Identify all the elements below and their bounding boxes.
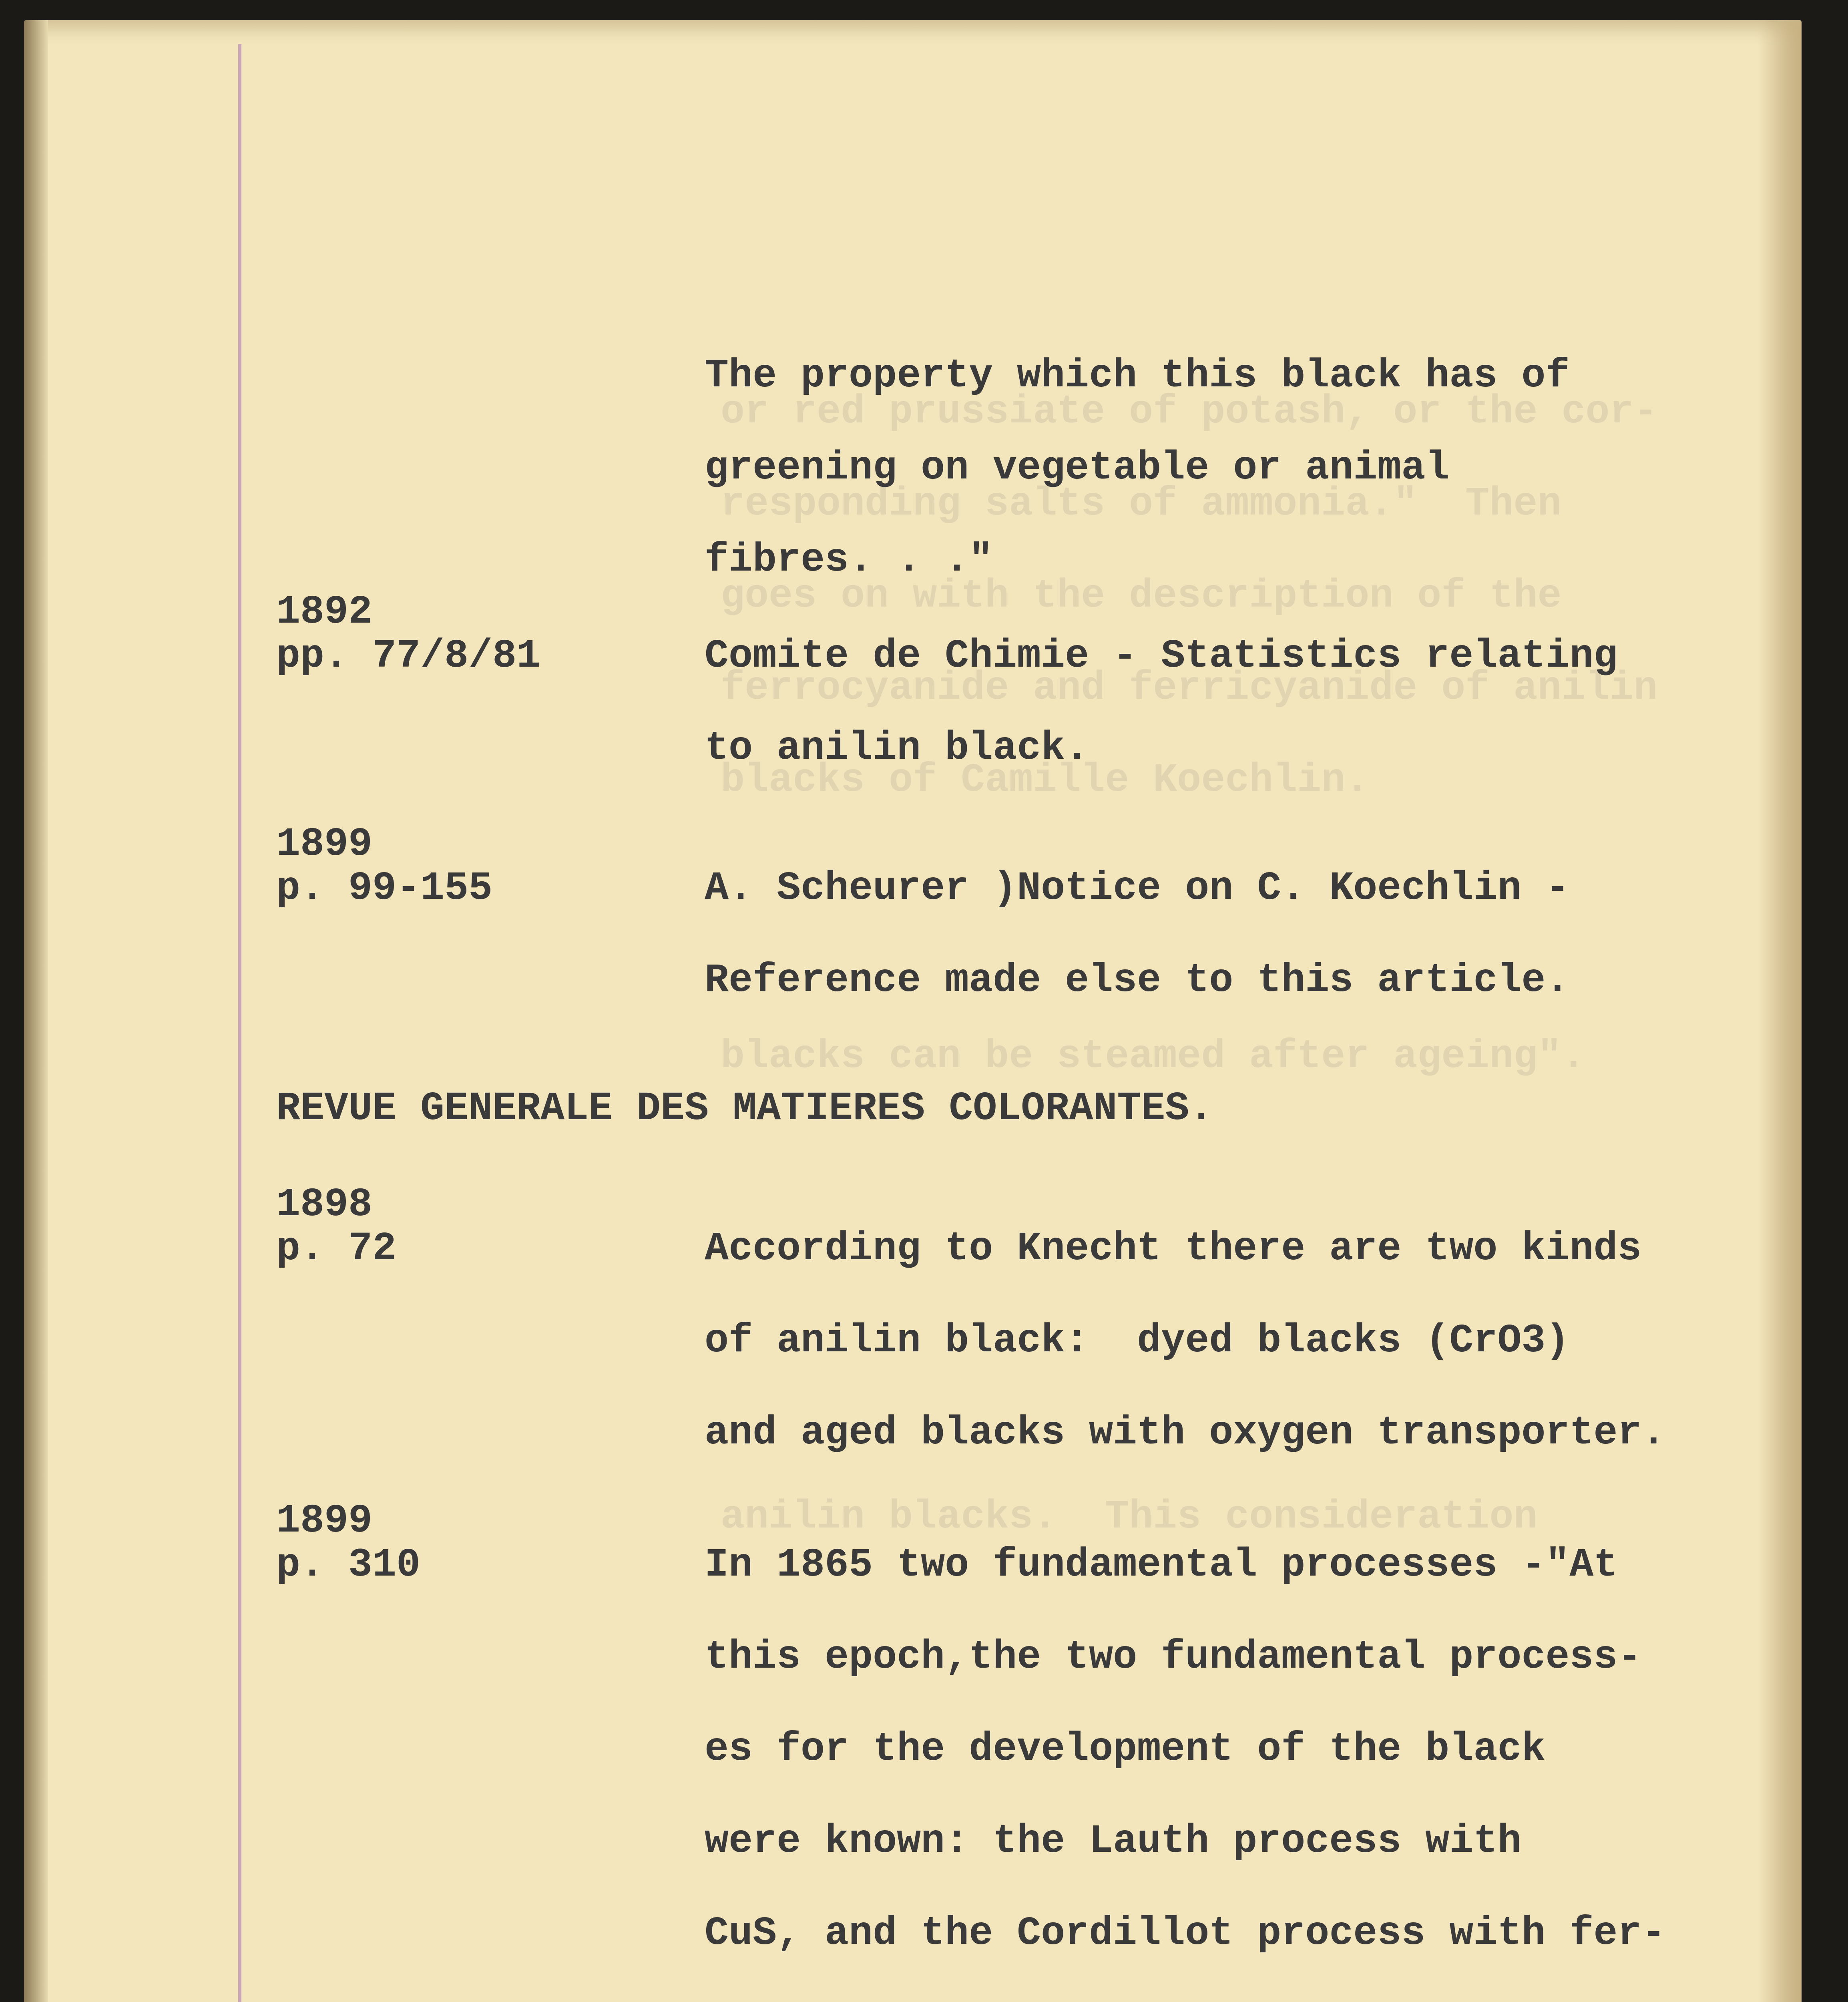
entry-reference: p. 72 bbox=[276, 1226, 397, 1272]
entry-reference: 1898 bbox=[276, 1182, 373, 1228]
entry-reference: 1899 bbox=[276, 1499, 373, 1544]
bleed-through-text: anilin blacks. This consideration bbox=[721, 1495, 1538, 1540]
entry-reference: p. 310 bbox=[276, 1543, 421, 1588]
entry-text-line: es for the development of the black bbox=[705, 1727, 1546, 1772]
bleed-through-text: responding salts of ammonia." Then bbox=[721, 482, 1562, 527]
entry-text-line: Comite de Chimie - Statistics relating bbox=[705, 634, 1618, 679]
entry-text-line: In 1865 two fundamental processes -"At bbox=[705, 1543, 1618, 1588]
entry-text-line: Reference made else to this article. bbox=[705, 958, 1570, 1003]
binding-shadow bbox=[24, 20, 48, 2002]
bleed-through-text: goes on with the description of the bbox=[721, 574, 1562, 619]
entry-text-line: were known: the Lauth process with bbox=[705, 1819, 1522, 1864]
entry-reference: pp. 77/8/81 bbox=[276, 634, 541, 679]
bleed-through-text: blacks can be steamed after ageing". bbox=[721, 1034, 1586, 1079]
bleed-through-text: ferrocyanide and ferricyanide of anilin bbox=[721, 666, 1658, 711]
page-edge-shadow bbox=[1758, 20, 1802, 2002]
entry-text-line: CuS, and the Cordillot process with fer- bbox=[705, 1911, 1666, 1956]
bleed-through-text: blacks of Camille Koechlin. bbox=[721, 758, 1370, 803]
entry-text-line: fibres. . ." bbox=[705, 538, 993, 583]
entry-reference: 1892 bbox=[276, 590, 373, 635]
entry-reference: p. 99-155 bbox=[276, 866, 493, 911]
section-heading: REVUE GENERALE DES MATIERES COLORANTES. bbox=[276, 1086, 1213, 1132]
entry-text-line: According to Knecht there are two kinds bbox=[705, 1226, 1642, 1272]
margin-rule bbox=[238, 44, 241, 2002]
entry-text-line: The property which this black has of bbox=[705, 354, 1570, 399]
entry-text-line: greening on vegetable or animal bbox=[705, 446, 1450, 491]
entry-reference: 1899 bbox=[276, 822, 373, 867]
entry-text-line: A. Scheurer )Notice on C. Koechlin - bbox=[705, 866, 1570, 911]
entry-text-line: this epoch,the two fundamental process- bbox=[705, 1635, 1642, 1680]
entry-text-line: and aged blacks with oxygen transporter. bbox=[705, 1411, 1666, 1456]
entry-text-line: of anilin black: dyed blacks (CrO3) bbox=[705, 1319, 1570, 1364]
bleed-through-text: or red prussiate of potash, or the cor- bbox=[721, 390, 1658, 435]
entry-text-line: to anilin black. bbox=[705, 726, 1089, 771]
document-page bbox=[24, 20, 1802, 2002]
